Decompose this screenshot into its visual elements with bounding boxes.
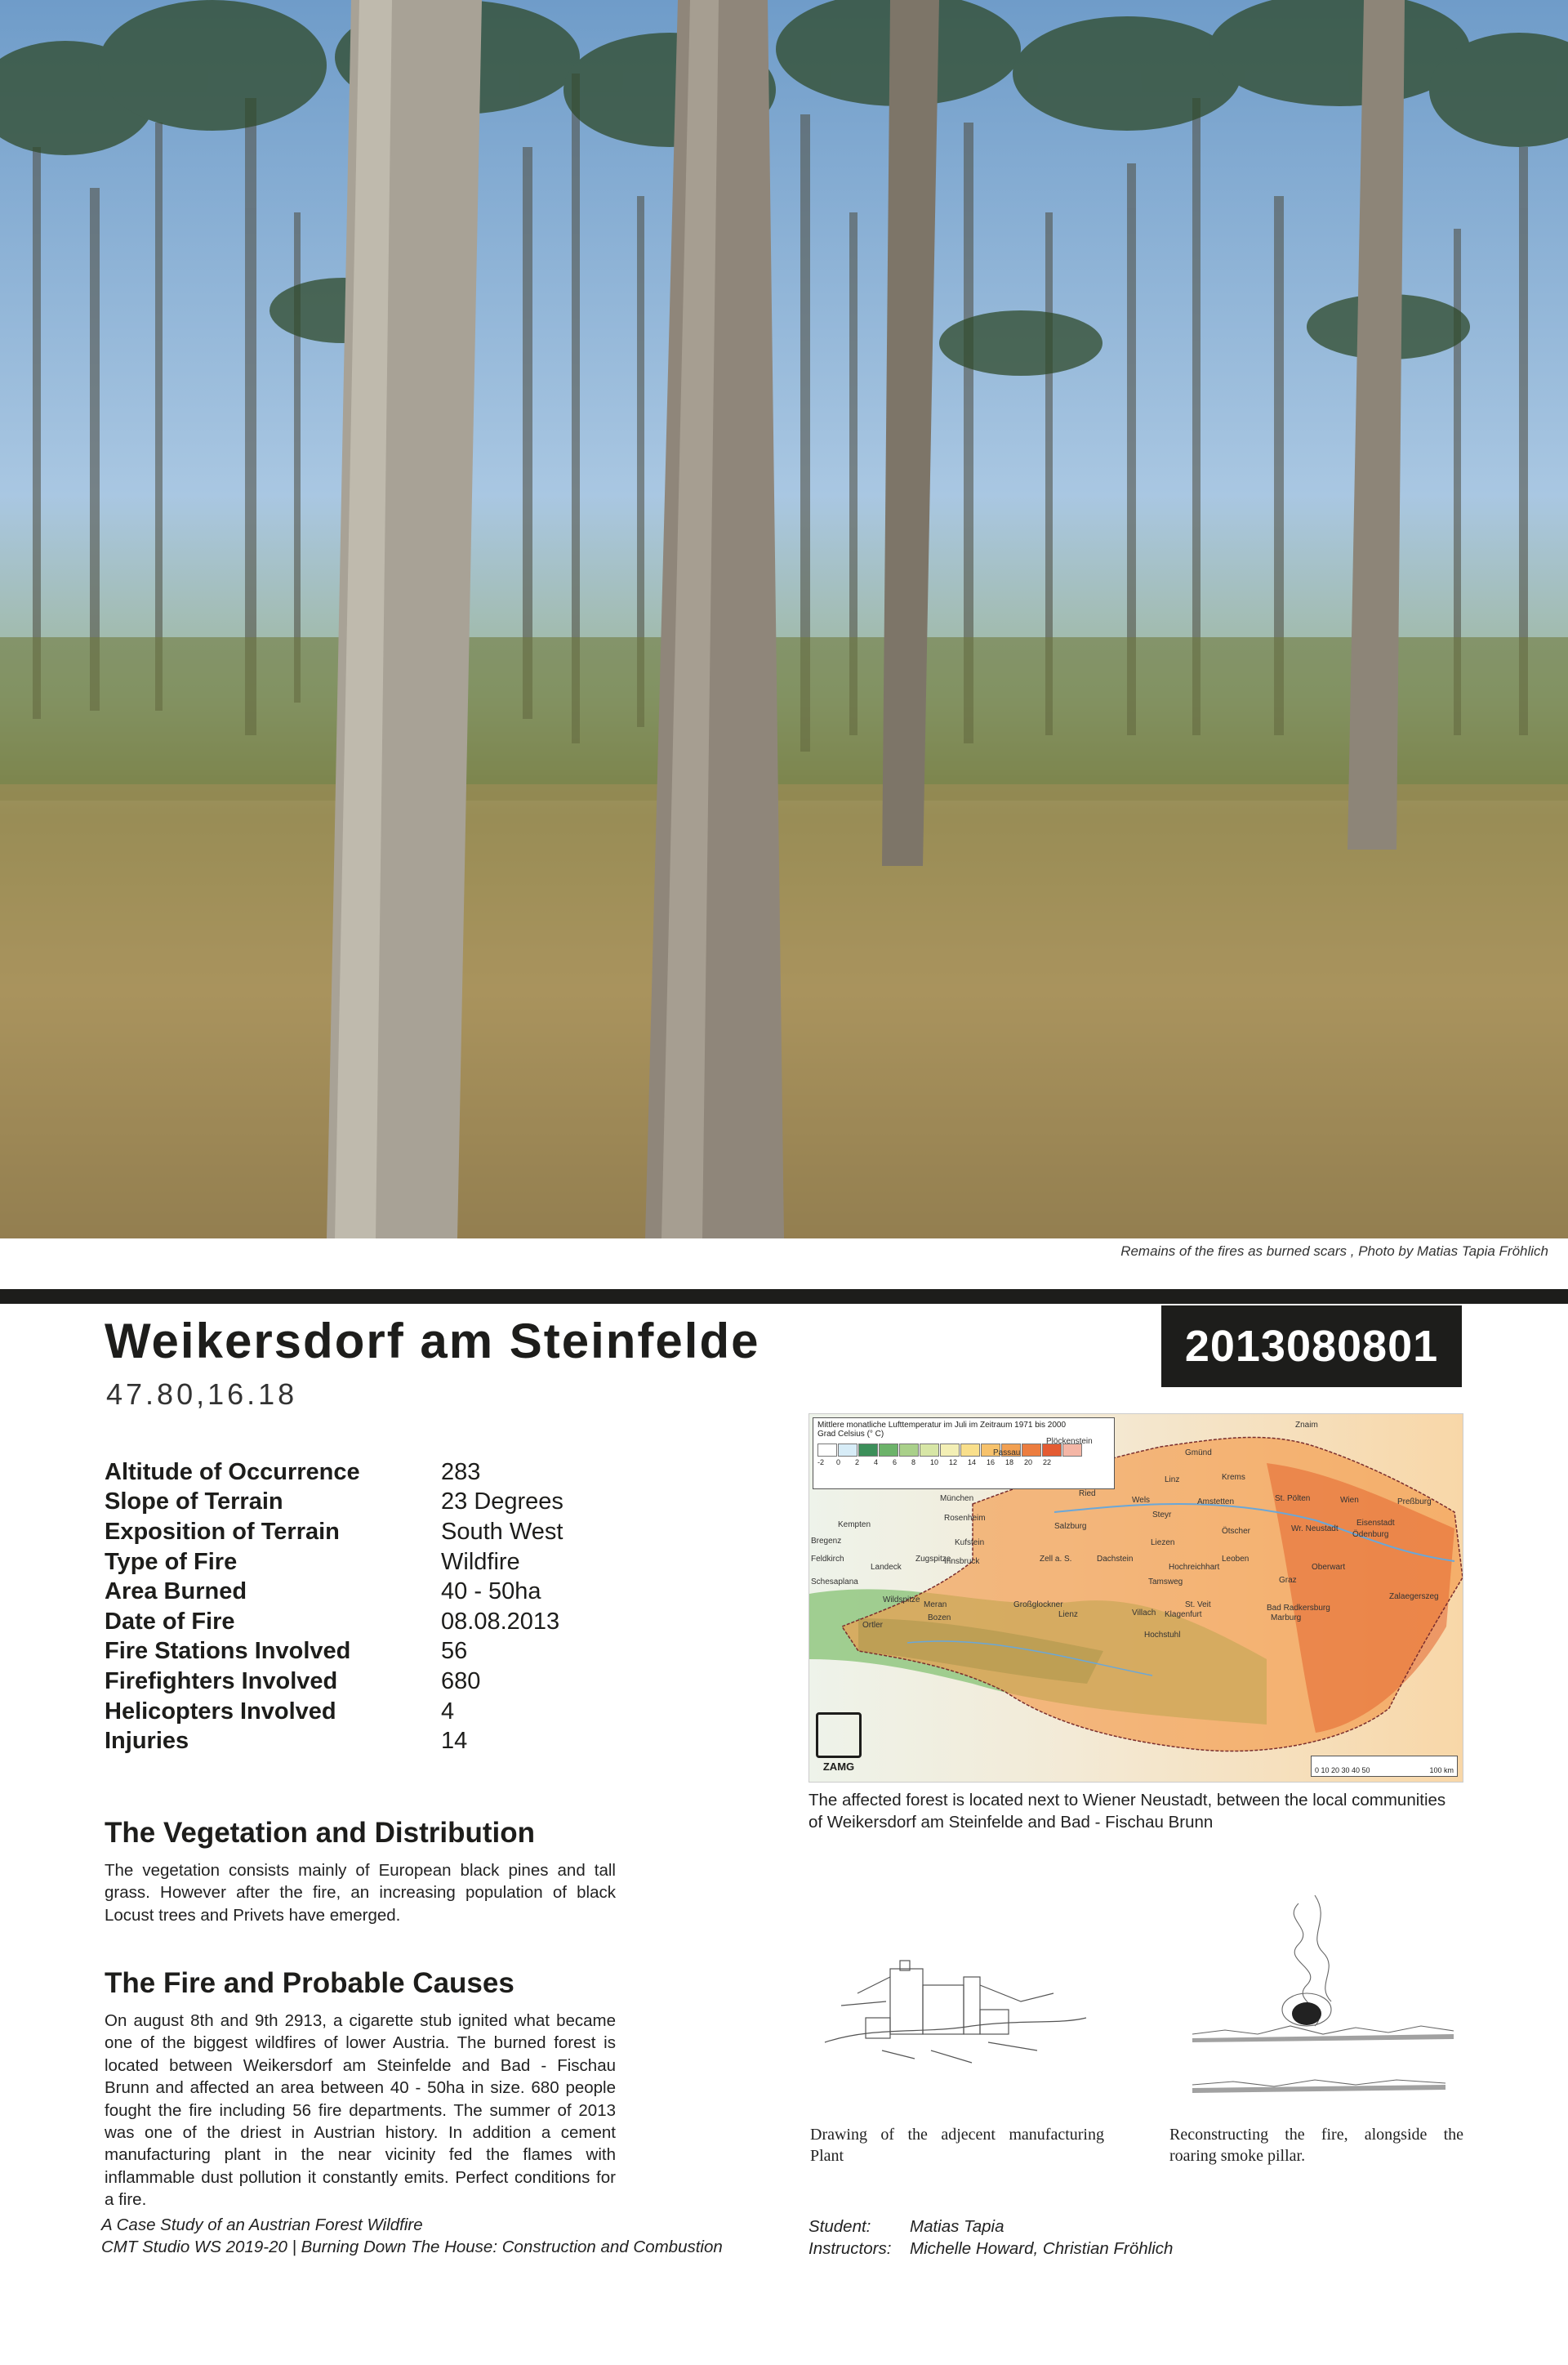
fact-value: 23 Degrees (441, 1488, 564, 1515)
vegetation-text: The vegetation consists mainly of European black pines and tall grass. However after the fire, an increasing population of black Locust trees and Privets have emerged. (105, 1861, 616, 1925)
legend-tick-label: 16 (987, 1458, 996, 1466)
fact-value: 08.08.2013 (441, 1608, 560, 1635)
legend-tick-label: 18 (1005, 1458, 1014, 1466)
legend-tick-label: 20 (1024, 1458, 1033, 1466)
student-value: Matias Tapia (910, 2217, 1004, 2236)
map-place-label: Graz (1279, 1576, 1297, 1585)
fact-row (105, 1667, 564, 1697)
legend-swatch (940, 1444, 960, 1457)
map-legend (813, 1417, 1115, 1489)
footer-credits (808, 2216, 1173, 2260)
legend-title: Mittlere monatliche Lufttemperatur im Juli im Zeitraum 1971 bis 2000 (817, 1421, 1067, 1430)
legend-tick-label: 2 (855, 1458, 860, 1466)
instructors-value: Michelle Howard, Christian Fröhlich (910, 2239, 1174, 2258)
legend-swatch (817, 1444, 837, 1457)
map-place-label: Ortler (862, 1621, 883, 1630)
map-place-label: Hochreichhart (1169, 1563, 1220, 1572)
map-place-label: Zell a. S. (1040, 1555, 1072, 1564)
map-place-label: Kempten (838, 1520, 871, 1529)
legend-tick-label: -2 (817, 1458, 825, 1466)
footer-course-info (101, 2214, 723, 2258)
legend-tick-label: 22 (1043, 1458, 1052, 1466)
map-place-label: Eisenstadt (1356, 1519, 1395, 1528)
coordinates: 47.80,16.18 (106, 1377, 298, 1411)
map-place-label: Bregenz (811, 1537, 842, 1546)
map-place-label: Passau (993, 1448, 1021, 1457)
map-place-label: Tamsweg (1148, 1577, 1183, 1586)
fact-label: Slope of Terrain (105, 1488, 283, 1515)
map-place-label: Dachstein (1097, 1555, 1134, 1564)
student-label: Student: (808, 2217, 871, 2236)
map-place-label: St. Pölten (1275, 1494, 1311, 1503)
map-place-label: Ötscher (1222, 1527, 1251, 1536)
fact-label: Fire Stations Involved (105, 1638, 351, 1665)
factory-sketch-caption: Drawing of the adjecent manufacturing Plant (810, 2126, 1104, 2165)
legend-tick-label: 14 (968, 1458, 977, 1466)
map-place-label: München (940, 1494, 974, 1503)
fact-row (105, 1697, 564, 1727)
fact-label: Firefighters Involved (105, 1667, 338, 1694)
legend-swatch (879, 1444, 898, 1457)
map-place-label: Großglockner (1013, 1600, 1063, 1609)
map-place-label: Marburg (1271, 1613, 1302, 1622)
fact-label: Type of Fire (105, 1548, 238, 1575)
instructors-label: Instructors: (808, 2239, 892, 2258)
legend-tick-label: 8 (911, 1458, 916, 1466)
map-place-label: Rosenheim (944, 1514, 986, 1523)
map-place-label: Zugspitze (915, 1555, 951, 1564)
fact-label: Altitude of Occurrence (105, 1458, 360, 1485)
legend-tick-label: 12 (949, 1458, 958, 1466)
fact-row (105, 1607, 564, 1637)
legend-swatch (858, 1444, 878, 1457)
instructors-row (808, 2238, 1173, 2260)
map-place-label: Salzburg (1054, 1522, 1087, 1531)
map-place-label: Preßburg (1397, 1497, 1432, 1506)
map-place-label: Lienz (1058, 1610, 1078, 1619)
map-place-label: Schesaplana (811, 1577, 858, 1586)
map-place-label: Ödenburg (1352, 1530, 1389, 1539)
map-place-label: Znaim (1295, 1421, 1318, 1430)
fire-sketch-drawing (1176, 1871, 1462, 2108)
factory-sketch-drawing (808, 1928, 1102, 2091)
map-place-label: Feldkirch (811, 1555, 844, 1564)
fact-value: 4 (441, 1698, 455, 1725)
map-place-label: Wildspitze (883, 1595, 920, 1604)
vegetation-heading: The Vegetation and Distribution (105, 1817, 535, 1849)
legend-ticks (817, 1458, 1110, 1466)
legend-swatch (960, 1444, 980, 1457)
legend-swatch (920, 1444, 939, 1457)
scale-label-start: 0 10 20 30 40 50 (1315, 1766, 1370, 1774)
fact-label: Date of Fire (105, 1608, 235, 1635)
footer-line-2: CMT Studio WS 2019-20 | Burning Down The House: Construction and Combustion (101, 2238, 723, 2256)
fire-sketch-caption: Reconstructing the fire, alongside the roaring smoke pillar. (1169, 2126, 1463, 2165)
map-place-label: Kufstein (955, 1538, 985, 1547)
fact-value: 283 (441, 1458, 481, 1485)
scale-label-end: 100 km (1429, 1766, 1454, 1774)
fact-row (105, 1517, 564, 1547)
map-place-label: Leoben (1222, 1555, 1250, 1564)
map-place-label: Innsbruck (944, 1557, 980, 1566)
map-place-label: Steyr (1152, 1510, 1172, 1519)
fact-value: 56 (441, 1638, 468, 1665)
fact-row (105, 1457, 564, 1488)
legend-swatch (838, 1444, 858, 1457)
fact-row (105, 1547, 564, 1577)
map-place-label: Meran (924, 1600, 947, 1609)
map-place-label: Krems (1222, 1473, 1245, 1482)
fact-row (105, 1637, 564, 1667)
fact-value: Wildfire (441, 1548, 520, 1575)
map-place-label: Gmünd (1185, 1448, 1212, 1457)
page-title: Weikersdorf am Steinfelde (105, 1314, 760, 1368)
map-place-label: St. Veit (1185, 1600, 1211, 1609)
temperature-map (808, 1413, 1463, 1783)
map-place-label: Wr. Neustadt (1291, 1524, 1339, 1533)
legend-tick-label: 4 (874, 1458, 879, 1466)
fact-value: 680 (441, 1667, 481, 1694)
fire-sketch (1176, 1871, 1462, 2108)
fact-row (105, 1577, 564, 1607)
legend-swatch (1022, 1444, 1041, 1457)
map-place-label: Villach (1132, 1609, 1156, 1618)
footer-line-1: A Case Study of an Austrian Forest Wildfire (101, 2216, 423, 2234)
map-place-label: Wien (1340, 1496, 1359, 1505)
divider-bar (0, 1289, 1568, 1304)
map-place-label: Bad Radkersburg (1267, 1604, 1330, 1613)
causes-text: On august 8th and 9th 2913, a cigarette stub ignited what became one of the biggest wildfires of lower Austria. The burned forest is located between Weikersdorf am Steinfelde and Bad - Fischau Brunn and affected an area between 40 - 50ha in size. 680 people fought the fire including 56 fire departments. The summer of 2013 was one of the driest in Austrian history. In addition a cement manufacturing plant in the near vicinity fed the flames with inflammable dust pollution it constantly emits. Perfect conditions for a fire. (105, 2011, 616, 2210)
photo-caption: Remains of the fires as burned scars , Photo by Matias Tapia Fröhlich (1120, 1243, 1548, 1259)
zamg-logo-text: ZAMG (822, 1760, 855, 1773)
map-place-label: Amstetten (1197, 1497, 1235, 1506)
zamg-mark-icon (816, 1712, 862, 1758)
fact-value: 40 - 50ha (441, 1578, 541, 1605)
map-place-label: Zalaegerszeg (1389, 1592, 1439, 1601)
fact-table (105, 1457, 564, 1756)
legend-tick-label: 10 (930, 1458, 939, 1466)
fact-value: South West (441, 1518, 564, 1545)
map-place-label: Liezen (1151, 1538, 1175, 1547)
student-row (808, 2216, 1173, 2238)
map-place-label: Plöckenstein (1046, 1437, 1093, 1446)
map-place-label: Wels (1132, 1496, 1151, 1505)
legend-tick-label: 6 (893, 1458, 898, 1466)
fact-label: Exposition of Terrain (105, 1518, 340, 1545)
fact-label: Area Burned (105, 1578, 247, 1605)
legend-tick-label: 0 (836, 1458, 841, 1466)
fact-label: Injuries (105, 1728, 189, 1755)
map-place-label: Linz (1165, 1475, 1180, 1484)
fact-label: Helicopters Involved (105, 1698, 336, 1725)
legend-swatch (899, 1444, 919, 1457)
zamg-logo (814, 1712, 863, 1776)
map-place-label: Ried (1079, 1489, 1096, 1498)
fact-row (105, 1488, 564, 1518)
factory-sketch (808, 1928, 1102, 2091)
map-place-label: Oberwart (1312, 1563, 1346, 1572)
fact-value: 14 (441, 1728, 468, 1755)
map-scale-bar (1311, 1756, 1458, 1777)
fact-row (105, 1726, 564, 1756)
map-caption: The affected forest is located next to Wiener Neustadt, between the local communities of Weikersdorf am Steinfelde and Bad - Fischau Brunn (808, 1791, 1446, 1832)
map-place-label: Bozen (928, 1613, 951, 1622)
case-id-badge: 2013080801 (1161, 1305, 1462, 1387)
causes-heading: The Fire and Probable Causes (105, 1967, 514, 1999)
legend-unit: Grad Celsius (° C) (817, 1430, 884, 1439)
map-place-label: Klagenfurt (1165, 1610, 1202, 1619)
map-place-label: Landeck (871, 1563, 902, 1572)
map-place-label: Hochstuhl (1144, 1631, 1181, 1640)
